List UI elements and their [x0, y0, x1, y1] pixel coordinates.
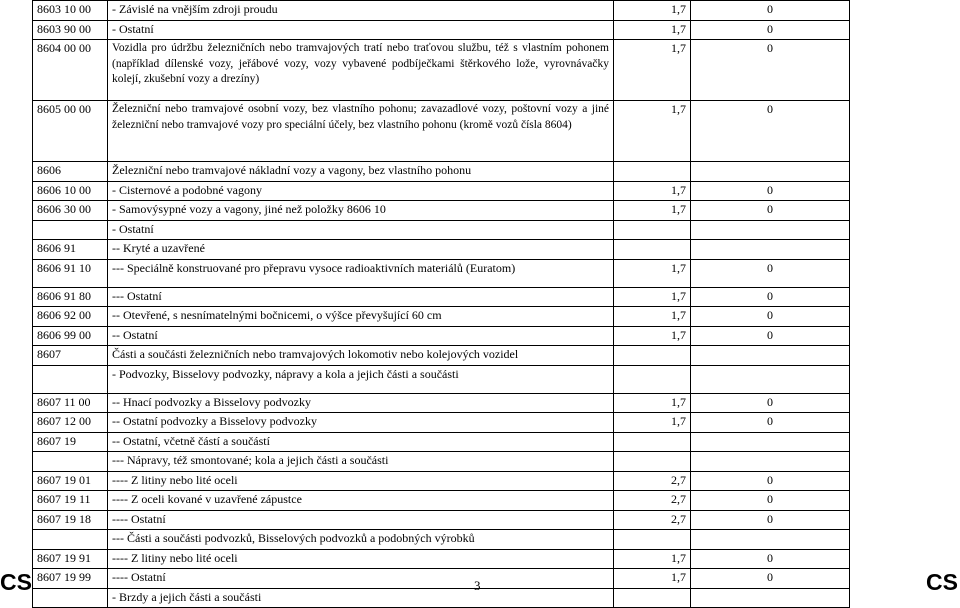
tariff-description: - Samovýsypné vozy a vagony, jiné než položky 8606 10 [108, 201, 614, 221]
tariff-description: -- Kryté a uzavřené [108, 240, 614, 260]
duty-rate: 1,7 [614, 40, 691, 101]
duty-rate: 1,7 [614, 569, 691, 589]
table-row [33, 588, 850, 608]
duty-rate [614, 432, 691, 452]
tariff-code [33, 220, 108, 240]
margin-value: 0 [691, 549, 850, 569]
tariff-code: 8606 91 [33, 240, 108, 260]
margin-value: 0 [691, 1, 850, 21]
table-row [33, 1, 850, 21]
tariff-description: - Podvozky, Bisselovy podvozky, nápravy a kola a jejich části a součásti [108, 365, 614, 393]
margin-value: 0 [691, 181, 850, 201]
duty-rate: 1,7 [614, 181, 691, 201]
tariff-description: - Ostatní [108, 20, 614, 40]
table-row [33, 259, 850, 287]
duty-rate [614, 530, 691, 550]
tariff-code: 8605 00 00 [33, 101, 108, 162]
duty-rate: 1,7 [614, 201, 691, 221]
margin-value [691, 346, 850, 366]
table-row [33, 240, 850, 260]
tariff-description: ---- Z litiny nebo lité oceli [108, 471, 614, 491]
tariff-code: 8606 10 00 [33, 181, 108, 201]
duty-rate: 2,7 [614, 510, 691, 530]
table-row [33, 162, 850, 182]
tariff-description: ---- Ostatní [108, 569, 614, 589]
tariff-code: 8606 30 00 [33, 201, 108, 221]
table-row [33, 491, 850, 511]
table-row [33, 181, 850, 201]
margin-value: 0 [691, 40, 850, 101]
duty-rate: 1,7 [614, 549, 691, 569]
tariff-code: 8606 [33, 162, 108, 182]
margin-value: 0 [691, 491, 850, 511]
tariff-code: 8604 00 00 [33, 40, 108, 101]
tariff-description: -- Ostatní podvozky a Bisselovy podvozky [108, 413, 614, 433]
tariff-code: 8607 11 00 [33, 393, 108, 413]
duty-rate [614, 346, 691, 366]
table-row [33, 346, 850, 366]
tariff-description: - Cisternové a podobné vagony [108, 181, 614, 201]
tariff-code [33, 452, 108, 472]
tariff-description: -- Ostatní [108, 326, 614, 346]
page-number: 3 [474, 578, 481, 593]
duty-rate: 1,7 [614, 101, 691, 162]
tariff-description: - Brzdy a jejich části a součásti [108, 588, 614, 608]
duty-rate: 1,7 [614, 326, 691, 346]
tariff-description: -- Otevřené, s nesnímatelnými bočnicemi, o výšce převyšující 60 cm [108, 307, 614, 327]
tariff-description: - Závislé na vnějším zdroji proudu [108, 1, 614, 21]
duty-rate: 1,7 [614, 1, 691, 21]
table-row [33, 413, 850, 433]
duty-rate: 1,7 [614, 20, 691, 40]
margin-value: 0 [691, 413, 850, 433]
tariff-description: ---- Z litiny nebo lité oceli [108, 549, 614, 569]
table-row [33, 549, 850, 569]
duty-rate: 1,7 [614, 307, 691, 327]
tariff-code: 8607 19 [33, 432, 108, 452]
tariff-description: ---- Z oceli kované v uzavřené zápustce [108, 491, 614, 511]
footer-language-right: CS [926, 569, 958, 595]
table-row [33, 452, 850, 472]
table-row [33, 471, 850, 491]
table-row [33, 287, 850, 307]
tariff-description: Vozidla pro údržbu železničních nebo tramvajových tratí nebo traťovou službu, též s vlastním pohonem (například dílenské vozy, jeřábové vozy, vozy vybavené podbíječkami štěrkového lože, vyrovnávačky kolejí, zkušební vozy a drezíny) [108, 40, 614, 101]
table-row [33, 20, 850, 40]
tariff-code: 8606 91 80 [33, 287, 108, 307]
margin-value: 0 [691, 510, 850, 530]
table-row [33, 40, 850, 101]
tariff-code: 8603 90 00 [33, 20, 108, 40]
footer-language-left: CS [0, 569, 32, 595]
tariff-description: Železniční nebo tramvajové nákladní vozy a vagony, bez vlastního pohonu [108, 162, 614, 182]
margin-value [691, 162, 850, 182]
duty-rate [614, 452, 691, 472]
tariff-code: 8607 12 00 [33, 413, 108, 433]
duty-rate [614, 240, 691, 260]
tariff-table [32, 0, 850, 608]
duty-rate [614, 365, 691, 393]
tariff-description: --- Nápravy, též smontované; kola a jejich části a součásti [108, 452, 614, 472]
margin-value [691, 588, 850, 608]
duty-rate [614, 220, 691, 240]
table-row [33, 569, 850, 589]
margin-value [691, 530, 850, 550]
margin-value: 0 [691, 569, 850, 589]
tariff-code: 8606 99 00 [33, 326, 108, 346]
table-row [33, 432, 850, 452]
duty-rate: 1,7 [614, 259, 691, 287]
duty-rate [614, 588, 691, 608]
duty-rate: 2,7 [614, 471, 691, 491]
duty-rate: 1,7 [614, 393, 691, 413]
duty-rate: 1,7 [614, 287, 691, 307]
margin-value [691, 240, 850, 260]
tariff-description: - Ostatní [108, 220, 614, 240]
margin-value [691, 365, 850, 393]
table-row [33, 365, 850, 393]
duty-rate: 2,7 [614, 491, 691, 511]
tariff-code: 8607 19 01 [33, 471, 108, 491]
table-row [33, 326, 850, 346]
tariff-code [33, 588, 108, 608]
tariff-description: Části a součásti železničních nebo tramvajových lokomotiv nebo kolejových vozidel [108, 346, 614, 366]
table-row [33, 220, 850, 240]
margin-value: 0 [691, 201, 850, 221]
margin-value [691, 220, 850, 240]
margin-value: 0 [691, 307, 850, 327]
tariff-code: 8606 91 10 [33, 259, 108, 287]
tariff-code: 8606 92 00 [33, 307, 108, 327]
tariff-description: ---- Ostatní [108, 510, 614, 530]
table-row [33, 101, 850, 162]
margin-value: 0 [691, 259, 850, 287]
tariff-description: --- Ostatní [108, 287, 614, 307]
table-row [33, 307, 850, 327]
duty-rate [614, 162, 691, 182]
table-row [33, 393, 850, 413]
tariff-code [33, 365, 108, 393]
tariff-code: 8607 [33, 346, 108, 366]
margin-value: 0 [691, 326, 850, 346]
margin-value: 0 [691, 101, 850, 162]
tariff-description: -- Hnací podvozky a Bisselovy podvozky [108, 393, 614, 413]
tariff-code: 8607 19 11 [33, 491, 108, 511]
tariff-code: 8603 10 00 [33, 1, 108, 21]
tariff-code: 8607 19 99 [33, 569, 108, 589]
margin-value [691, 452, 850, 472]
margin-value: 0 [691, 20, 850, 40]
tariff-description: --- Speciálně konstruované pro přepravu vysoce radioaktivních materiálů (Euratom) [108, 259, 614, 287]
tariff-code: 8607 19 91 [33, 549, 108, 569]
duty-rate: 1,7 [614, 413, 691, 433]
tariff-code: 8607 19 18 [33, 510, 108, 530]
tariff-description: Železniční nebo tramvajové osobní vozy, bez vlastního pohonu; zavazadlové vozy, poštovní vozy a jiné železniční nebo tramvajové vozy pro speciální účely, bez vlastního pohonu (kromě vozů čísla 8604) [108, 101, 614, 162]
tariff-description: --- Části a součásti podvozků, Bisselových podvozků a podobných výrobků [108, 530, 614, 550]
table-row [33, 530, 850, 550]
tariff-code [33, 530, 108, 550]
margin-value [691, 432, 850, 452]
tariff-description: -- Ostatní, včetně částí a součástí [108, 432, 614, 452]
table-row [33, 510, 850, 530]
table-row [33, 201, 850, 221]
margin-value: 0 [691, 287, 850, 307]
margin-value: 0 [691, 393, 850, 413]
margin-value: 0 [691, 471, 850, 491]
